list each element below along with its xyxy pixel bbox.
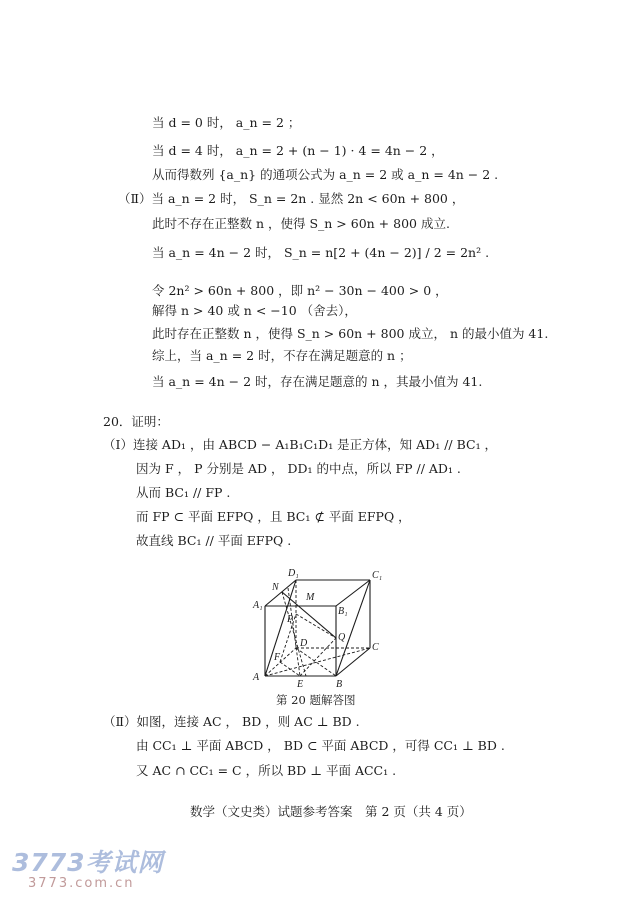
text-line: （Ⅱ）如图，连接 AC ， BD ，则 AC ⊥ BD . <box>103 714 360 729</box>
text-line: 令 2n² > 60n + 800 ，即 n² − 30n − 400 > 0 ， <box>152 283 448 298</box>
label-N: N <box>272 582 279 593</box>
text-line: （Ⅱ）当 a_n = 2 时， S_n = 2n . 显然 2n < 60n + 800 ， <box>118 191 465 206</box>
label-B1: B₁ <box>338 606 348 617</box>
text-line: 综上，当 a_n = 2 时，不存在满足题意的 n ； <box>152 348 412 363</box>
figure-caption: 第 20 题解答图 <box>276 693 356 707</box>
watermark-url: 3773.com.cn <box>28 876 135 891</box>
text-line: （Ⅰ）连接 AD₁ ，由 ABCD − A₁B₁C₁D₁ 是正方体，知 AD₁ // BC₁ ， <box>103 437 498 452</box>
text-line: 又 AC ∩ CC₁ = C ，所以 BD ⊥ 平面 ACC₁ . <box>136 763 397 778</box>
page-footer: 数学（文史类）试题参考答案 第 2 页（共 4 页） <box>190 804 472 819</box>
text-line: 此时存在正整数 n ，使得 S_n > 60n + 800 成立， n 的最小值为 41. <box>152 326 549 341</box>
text-line: 当 d = 4 时， a_n = 2 + (n − 1) · 4 = 4n − 2 ， <box>152 143 444 158</box>
label-B: B <box>336 679 343 690</box>
label-E: E <box>297 679 304 690</box>
label-M: M <box>306 592 315 603</box>
label-F: F <box>274 652 281 663</box>
cube-diagram <box>248 566 388 690</box>
question-title: 20．证明： <box>103 414 169 429</box>
text-line: 此时不存在正整数 n ，使得 S_n > 60n + 800 成立. <box>152 216 450 231</box>
watermark-logo: 3773考试网 <box>12 848 164 877</box>
label-C: C <box>372 642 379 653</box>
label-D1: D₁ <box>288 568 299 579</box>
text-line: 当 a_n = 4n − 2 时， S_n = n[2 + (4n − 2)] / 2 = 2n² . <box>152 245 490 260</box>
text-line: 从而得数列 {a_n} 的通项公式为 a_n = 2 或 a_n = 4n − 2 . <box>152 167 499 182</box>
text-line: 而 FP ⊂ 平面 EFPQ ，且 BC₁ ⊄ 平面 EFPQ ， <box>136 509 411 524</box>
label-C1: C₁ <box>372 570 383 581</box>
text-line: 从而 BC₁ // FP . <box>136 485 231 500</box>
text-line: 故直线 BC₁ // 平面 EFPQ . <box>136 533 292 548</box>
label-Q: Q <box>338 632 346 643</box>
text-line: 当 d = 0 时， a_n = 2 ； <box>152 115 301 130</box>
text-line: 解得 n > 40 或 n < −10 （舍去）， <box>152 303 357 318</box>
label-D: D <box>300 638 308 649</box>
label-P: P <box>287 614 294 625</box>
text-line: 因为 F ， P 分别是 AD ， DD₁ 的中点，所以 FP // AD₁ . <box>136 461 461 476</box>
text-line: 由 CC₁ ⊥ 平面 ABCD ， BD ⊂ 平面 ABCD ，可得 CC₁ ⊥ BD . <box>136 738 505 753</box>
label-A1: A₁ <box>253 600 263 611</box>
label-A: A <box>253 672 260 683</box>
text-line: 当 a_n = 4n − 2 时，存在满足题意的 n ，其最小值为 41. <box>152 374 483 389</box>
